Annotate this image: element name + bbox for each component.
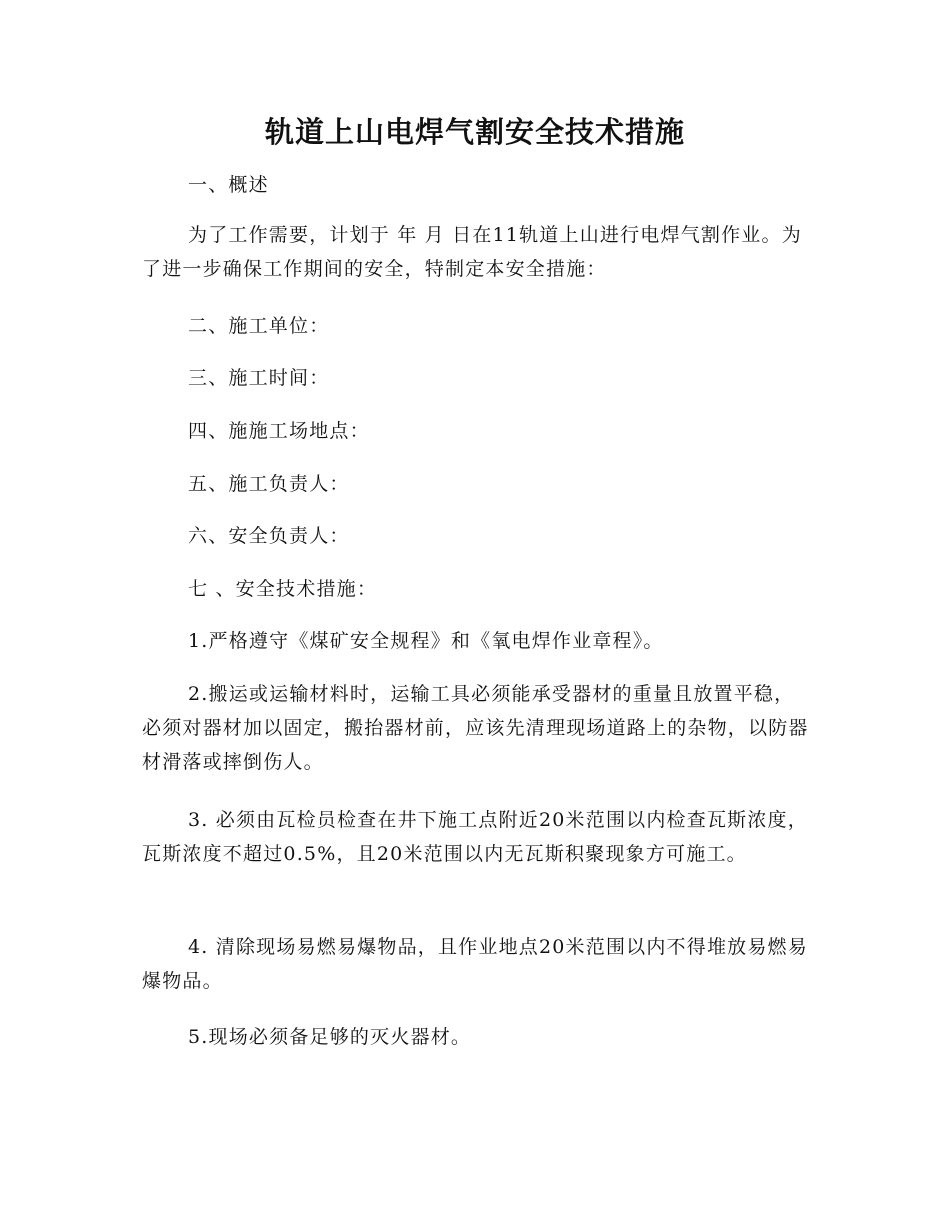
section-safety-leader: 六、安全负责人： xyxy=(188,525,350,547)
section-overview-heading: 一、概述 xyxy=(188,174,269,196)
document-title: 轨道上山电焊气割安全技术措施 xyxy=(264,115,685,149)
measure-item-4: 4. 清除现场易燃易爆物品，且作业地点20米范围以内不得堆放易燃易爆物品。 xyxy=(142,936,808,992)
section-overview-text: 为了工作需要，计划于 年 月 日在11轨道上山进行电焊气割作业。为了进一步确保工作期间的安全，特制定本安全措施： xyxy=(142,224,802,280)
measure-item-3: 3. 必须由瓦检员检查在井下施工点附近20米范围以内检查瓦斯浓度，瓦斯浓度不超过0.5%，且20米范围以内无瓦斯积聚现象方可施工。 xyxy=(142,809,808,865)
section-measures-heading: 七 、安全技术措施： xyxy=(188,578,378,600)
section-construction-time: 三、施工时间： xyxy=(188,367,330,389)
measure-item-1: 1.严格遵守《煤矿安全规程》和《氧电焊作业章程》。 xyxy=(188,630,664,652)
measure-item-5: 5.现场必须备足够的灭火器材。 xyxy=(188,1026,472,1048)
section-construction-place: 四、施施工场地点： xyxy=(188,420,370,442)
measure-item-2: 2.搬运或运输材料时，运输工具必须能承受器材的重量且放置平稳，必须对器材加以固定，搬抬器材前，应该先清理现场道路上的杂物，以防器材滑落或摔倒伤人。 xyxy=(142,683,809,773)
section-construction-unit: 二、施工单位： xyxy=(188,315,330,337)
section-construction-leader: 五、施工负责人： xyxy=(188,473,350,495)
